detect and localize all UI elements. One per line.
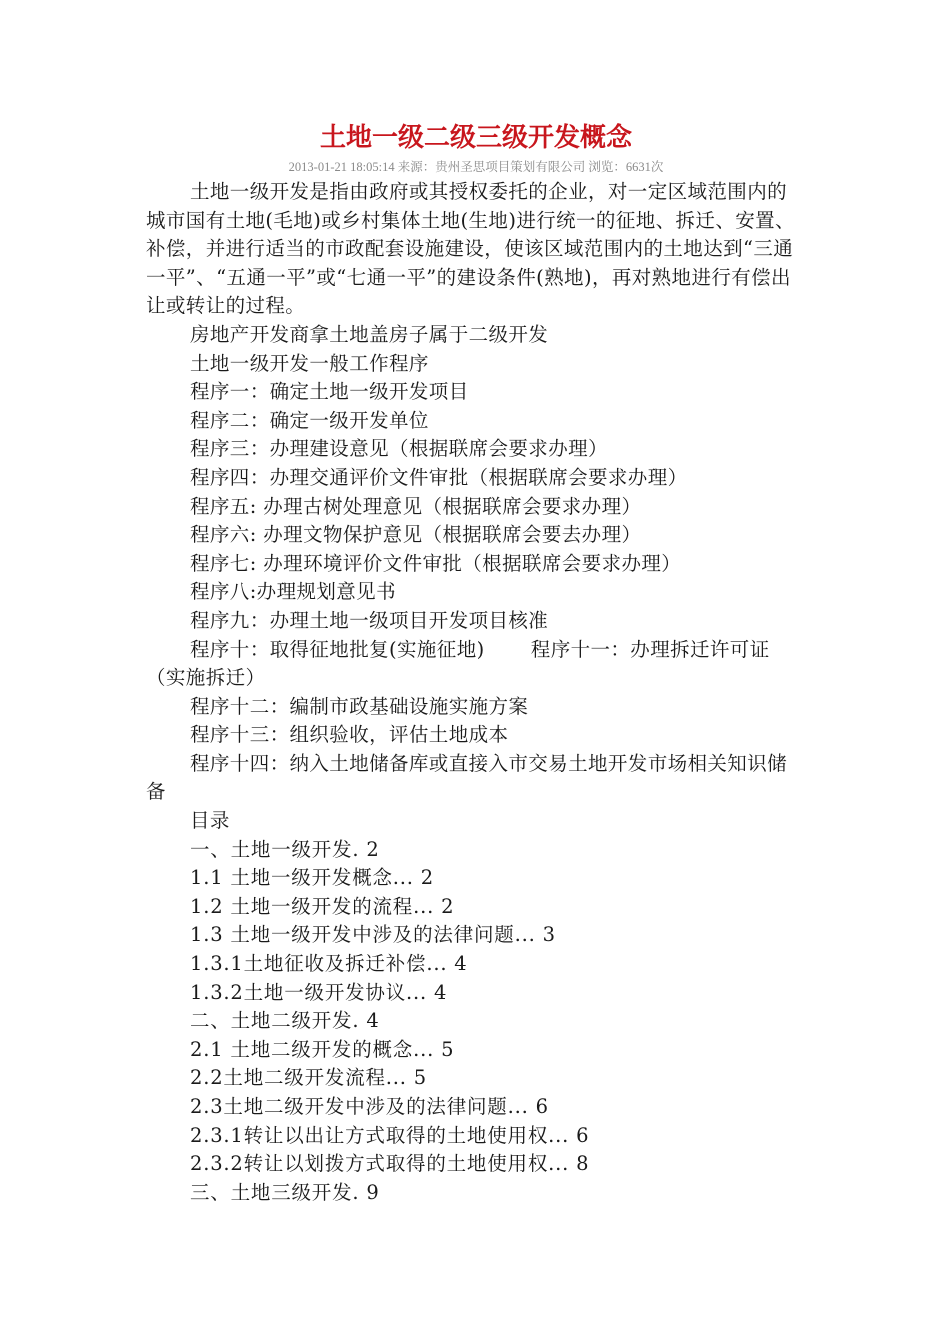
toc-entry: 1.2 土地一级开发的流程... 2: [190, 894, 455, 918]
procedure-heading: 土地一级开发一般工作程序: [190, 351, 429, 375]
toc-entry: 1.3.1土地征收及拆迁补偿... 4: [190, 952, 468, 976]
toc-entry: 二、土地二级开发. 4: [190, 1009, 380, 1033]
toc-entry: 三、土地三级开发. 9: [190, 1180, 380, 1204]
procedure-step: 程序十四：纳入土地储备库或直接入市交易土地开发市场相关知识储备: [146, 751, 788, 804]
toc-entry: 2.3.2转让以划拨方式取得的土地使用权... 8: [190, 1152, 590, 1176]
procedure-step: 程序五: 办理古树处理意见（根据联席会要求办理）: [190, 494, 642, 518]
procedure-step: 程序八:办理规划意见书: [190, 580, 396, 604]
intro-paragraph: 土地一级开发是指由政府或其授权委托的企业，对一定区域范围内的城市国有土地(毛地)或乡村集体土地(生地)进行统一的征地、拆迁、安置、补偿，并进行适当的市政配套设施建设，使该区域范围内的土地达到“三通一平”、“五通一平”或“七通一平”的建设条件(熟地)，再对熟地进行有偿出让或转让的过程。: [146, 180, 795, 318]
toc-entry: 2.3土地二级开发中涉及的法律问题... 6: [190, 1095, 549, 1118]
toc-entry: 1.3 土地一级开发中涉及的法律问题... 3: [190, 923, 556, 947]
procedure-step: 程序四：办理交通评价文件审批（根据联席会要求办理）: [190, 465, 688, 489]
procedure-step: 程序九：办理土地一级项目开发项目核准: [190, 608, 549, 632]
toc-entry: 1.1 土地一级开发概念... 2: [190, 866, 435, 890]
procedure-step: 程序七: 办理环境评价文件审批（根据联席会要求办理）: [190, 551, 682, 575]
toc-entry: 2.2土地二级开发流程... 5: [190, 1066, 428, 1090]
article-meta: 2013-01-21 18:05:14 来源：贵州圣思项目策划有限公司 浏览：6631次: [288, 160, 664, 174]
table-of-contents: [146, 836, 806, 1208]
procedure-step: 程序二：确定一级开发单位: [190, 408, 429, 432]
secondary-note: 房地产开发商拿土地盖房子属于二级开发: [190, 322, 549, 346]
article: [146, 118, 806, 1207]
toc-entry: 一、土地一级开发. 2: [190, 837, 380, 861]
procedure-step: 程序十三：组织验收，评估土地成本: [190, 723, 509, 747]
procedure-list: [146, 378, 806, 807]
toc-entry: 2.3.1转让以出让方式取得的土地使用权... 6: [190, 1123, 590, 1147]
procedure-step: 程序一：确定土地一级开发项目: [190, 380, 469, 404]
procedure-step: 程序六: 办理文物保护意见（根据联席会要去办理）: [190, 523, 642, 547]
toc-entry: 2.1 土地二级开发的概念... 5: [190, 1037, 455, 1061]
procedure-step: 程序十：取得征地批复(实施征地) 程序十一：办理拆迁许可证（实施拆迁）: [146, 637, 770, 690]
article-title: 土地一级二级三级开发概念: [319, 123, 632, 153]
procedure-step: 程序十二：编制市政基础设施实施方案: [190, 694, 529, 718]
article-body: [146, 178, 806, 1207]
toc-heading: 目录: [190, 809, 230, 833]
toc-entry: 1.3.2土地一级开发协议... 4: [190, 980, 448, 1004]
procedure-step: 程序三：办理建设意见（根据联席会要求办理）: [190, 437, 608, 461]
